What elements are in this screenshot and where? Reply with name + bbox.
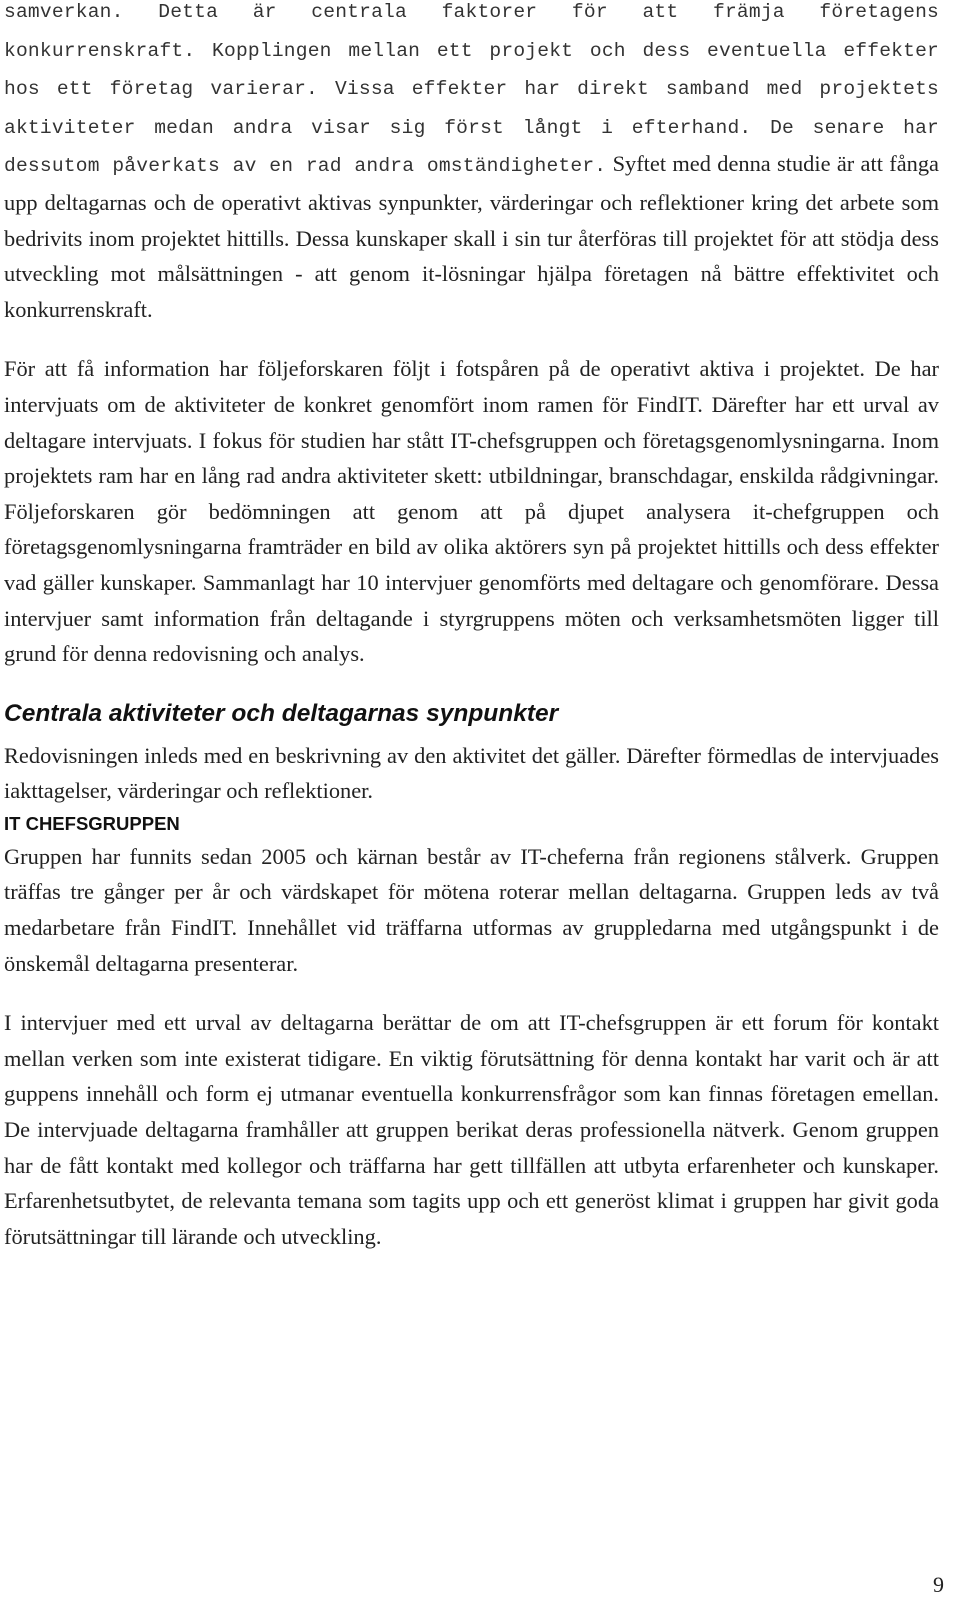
- paragraph-intro-sans-run: samverkan. Detta är centrala faktorer för att främja företagens konkurrenskraft. Kopplingen mellan ett projekt och dess eventuella effekter hos ett företag varierar. Vissa effekter har direkt samband med projektets aktiviteter medan andra visar sig först långt i efterhand. De senare har dessutom påverkats av en rad andra omständigheter.: [4, 1, 939, 178]
- page-number: 9: [933, 1572, 944, 1597]
- paragraph-overview: Redovisningen inleds med en beskrivning av den aktivitet det gäller. Därefter förmedlas de intervjuades iakttagelser, värderingar och reflektioner.: [4, 742, 939, 804]
- paragraph-interviews: I intervjuer med ett urval av deltagarna berättar de om att IT-chefsgruppen är ett forum för kontakt mellan verken som inte existerat tidigare. En viktig förutsättning för denna kontakt har varit och är att guppens innehåll och form ej utmanar eventuella konkurrensfrågor som kan finnas företagen emellan. De intervjuade deltagarna framhåller att gruppen berikat deras professionella nätverk. Genom gruppen har de fått kontakt med kollegor och träffarna har gett tillfällen att utbyta erfarenheter och kunskaper. Erfarenhetsutbytet, de relevanta temana som tagits upp och ett generöst klimat i gruppen har givit goda förutsättningar till lärande och utveckling.: [4, 1010, 939, 1249]
- section-heading: Centrala aktiviteter och deltagarnas synpunkter: [4, 699, 559, 727]
- paragraph-method: För att få information har följeforskaren följt i fotspåren på de operativt aktiva i projektet. De har intervjuats om de aktiviteter de konkret genomfört inom ramen för FindIT. Därefter har ett urval av deltagare intervjuats. I fokus för studien har stått IT-chefsgruppen och företagsgenomlysningarna. Inom projektets ram har en lång rad andra aktiviteter skett: utbildningar, branschdagar, enskilda rådgivningar. Följeforskaren gör bedömningen att genom att på djupet analysera it-chefgruppen och företagsgenomlysningarna framträder en bild av olika aktörers syn på projektet hittills och dess effekter vad gäller kunskaper. Sammanlagt har 10 intervjuer genomförts med deltagare och genomförare. Dessa intervjuer samt information från deltagande i styrgruppens möten och verksamhetsmöten ligger till grund för denna redovisning och analys.: [4, 356, 939, 667]
- paragraph-intro-serif-run: Syftet med denna studie är att fånga upp deltagarnas och de operativt aktivas synpunkter, värderingar och reflektioner kring det arbete som bedrivits inom projektet hittills. Dessa kunskaper skall i sin tur återföras till projektet för att stödja dess utveckling mot målsättningen - att genom it-lösningar hjälpa företagen nå bättre effektivitet och konkurrenskraft.: [4, 151, 939, 322]
- paragraph-group-description: Gruppen har funnits sedan 2005 och kärnan består av IT-cheferna från regionens stålverk. Gruppen träffas tre gånger per år och värdskapet för mötena roterar mellan deltagarna. Gruppen leds av två medarbetare från FindIT. Innehållet vid träffarna utformas av gruppledarna med utgångspunkt i de önskemål deltagarna presenterar.: [4, 843, 939, 976]
- subsection-heading: IT CHEFSGRUPPEN: [4, 812, 180, 834]
- paragraph-intro: [4, 0, 939, 327]
